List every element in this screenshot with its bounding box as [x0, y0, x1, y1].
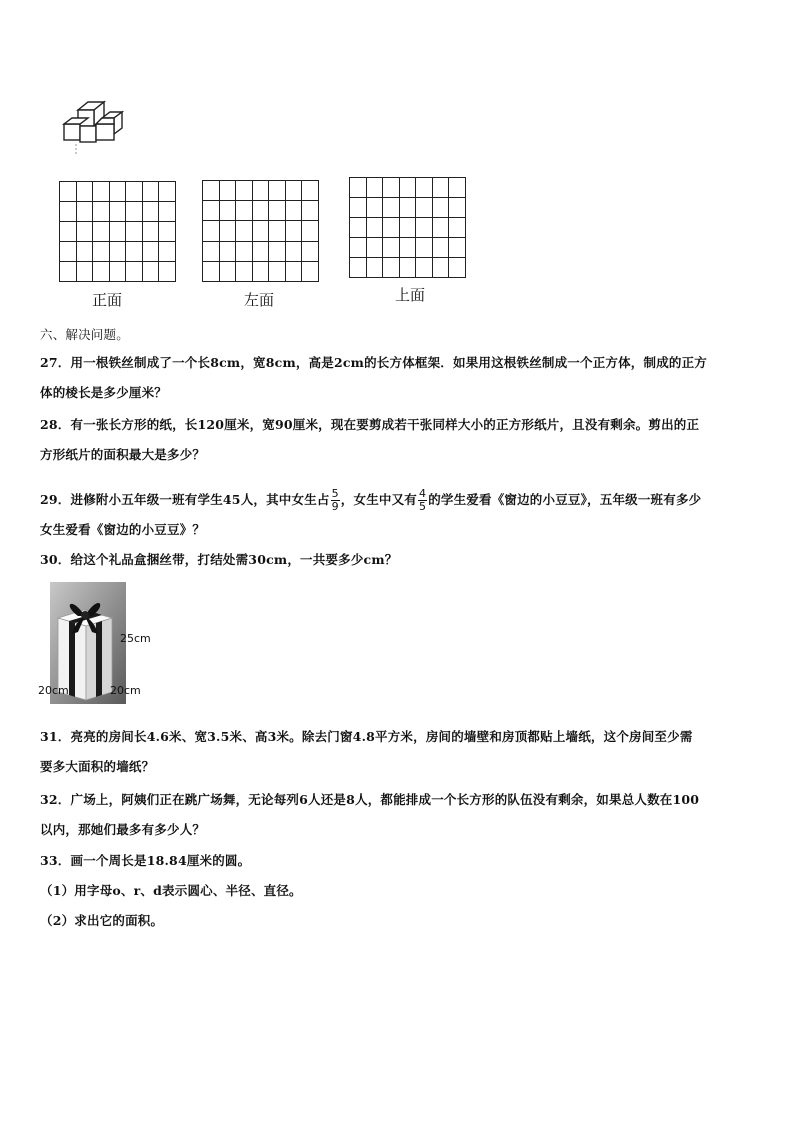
section-title: 六、解决问题。: [40, 327, 129, 342]
top-view-grid: [349, 177, 466, 278]
question-28-line2: 方形纸片的面积最大是多少？: [40, 447, 206, 462]
question-29: [40, 485, 760, 545]
left-view-grid: [202, 180, 319, 282]
fraction-numerator: 4: [419, 487, 427, 500]
front-view-grid: [59, 181, 176, 282]
question-32-line1: 32．广场上，阿姨们正在跳广场舞，无论每列6人还是8人，都能排成一个长方形的队伍没有剩余，如果总人数在100: [40, 792, 700, 807]
left-view-label: 左面: [244, 291, 275, 309]
gift-box-depth-label: 20cm: [110, 684, 141, 697]
question-27-line2: 体的棱长是多少厘米？: [40, 385, 168, 400]
question-33: [40, 846, 760, 936]
fraction-denominator: 9: [331, 500, 339, 513]
question-29-line2: 女生爱看《窗边的小豆豆》？: [40, 522, 206, 537]
question-31-line1: 31．亮亮的房间长4.6米、宽3.5米、高3米。除去门窗4.8平方米，房间的墙壁和房顶都贴上墙纸，这个房间至少需: [40, 729, 693, 744]
top-view-label: 上面: [395, 286, 426, 304]
fraction-five-ninths: [331, 488, 340, 513]
question-28-line1: 28．有一张长方形的纸，长120厘米，宽90厘米，现在要剪成若干张同样大小的正方形纸片，且没有剩余。剪出的正: [40, 417, 700, 432]
question-33-line1: 33．画一个周长是18.84厘米的圆。: [40, 853, 251, 868]
question-29-text-a: 29．进修附小五年级一班有学生45人，其中女生占: [40, 492, 330, 507]
fraction-numerator: 5: [331, 487, 339, 500]
fraction-denominator: 5: [419, 500, 427, 513]
gift-box-height-label: 25cm: [120, 632, 151, 645]
gift-box-width-label: 20cm: [38, 684, 69, 697]
question-29-text-c: 的学生爱看《窗边的小豆豆》，五年级一班有多少: [428, 492, 702, 507]
question-30: 30．给这个礼品盒捆丝带，打结处需30cm，一共要多少cm？: [40, 552, 398, 567]
question-27-line1: 27．用一根铁丝制成了一个长8cm，宽8cm，高是2cm的长方体框架．如果用这根铁丝制成一个正方体，制成的正方: [40, 355, 708, 370]
question-28: [40, 410, 760, 470]
question-33-sub1: （1）用字母o、r、d表示圆心、半径、直径。: [40, 883, 302, 898]
question-31: [40, 722, 760, 782]
question-31-line2: 要多大面积的墙纸？: [40, 759, 155, 774]
question-27: [40, 348, 760, 408]
fraction-four-fifths: [418, 488, 427, 513]
front-view-label: 正面: [92, 291, 123, 309]
question-33-sub2: （2）求出它的面积。: [40, 913, 164, 928]
question-29-line1: [40, 485, 760, 515]
question-32: [40, 785, 760, 845]
cube-stack-figure: [58, 100, 124, 158]
question-29-text-b: ，女生中又有: [340, 492, 417, 507]
question-32-line2: 以内，那她们最多有多少人？: [40, 822, 206, 837]
